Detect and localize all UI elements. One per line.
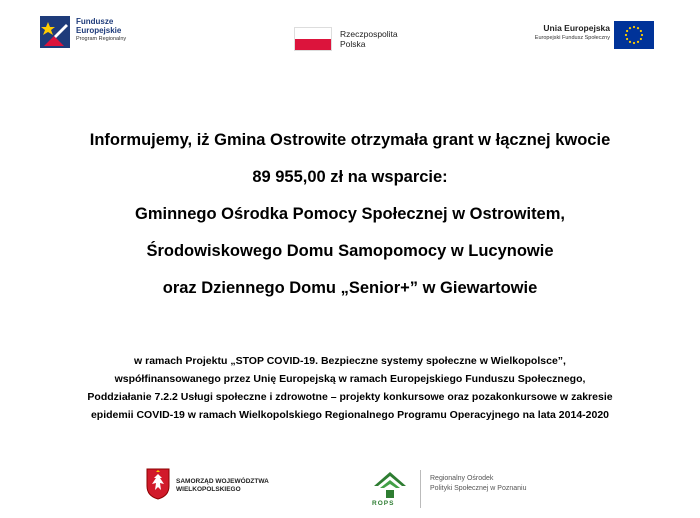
samorzad-text xyxy=(176,478,269,494)
project-line: Poddziałanie 7.2.2 Usługi społeczne i zdrowotne – projekty konkursowe oraz pozakonkursowe w zakresie xyxy=(87,391,613,403)
fundusze-europejskie-icon xyxy=(40,16,70,48)
rops-logo xyxy=(370,470,540,514)
project-line: w ramach Projektu „STOP COVID-19. Bezpieczne systemy społeczne w Wielkopolsce”, xyxy=(134,355,566,367)
fundusze-line2: Europejskie xyxy=(76,26,122,35)
rops-label: ROPS xyxy=(372,500,395,507)
unia-europejska-logo xyxy=(514,21,654,49)
beneficiary-line: Środowiskowego Domu Samopomocy w Lucynowie xyxy=(146,242,554,260)
unia-subtitle: Europejski Fundusz Społeczny xyxy=(534,35,610,41)
polish-flag-icon xyxy=(294,27,332,51)
rops-line1: Regionalny Ośrodek xyxy=(430,475,494,482)
rzeczpospolita-text xyxy=(340,29,398,49)
fundusze-line3: Program Regionalny xyxy=(76,36,127,42)
eu-flag-icon xyxy=(614,21,654,49)
project-line: współfinansowanego przez Unię Europejską w ramach Europejskiego Funduszu Społecznego, xyxy=(114,373,586,385)
unia-title: Unia Europejska xyxy=(543,23,610,33)
rzeczpospolita-line1: Rzeczpospolita xyxy=(340,29,398,39)
beneficiary-line: oraz Dziennego Domu „Senior+” w Giewartowie xyxy=(162,279,538,297)
rzeczpospolita-line2: Polska xyxy=(340,39,366,49)
fundusze-line1: Fundusze xyxy=(76,17,114,26)
grant-amount-line: 89 955,00 zł na wsparcie: xyxy=(252,168,448,186)
divider xyxy=(420,470,421,508)
fundusze-europejskie-text xyxy=(76,17,126,44)
wielkopolska-coat-of-arms-icon xyxy=(146,468,170,500)
logo-bar xyxy=(0,0,700,60)
samorzad-line1: SAMORZĄD WOJEWÓDZTWA xyxy=(176,478,269,485)
rops-text xyxy=(430,474,527,494)
fundusze-europejskie-logo xyxy=(40,16,150,52)
samorzad-line2: WIELKOPOLSKIEGO xyxy=(176,486,241,493)
footer-logo-bar xyxy=(0,462,700,518)
main-announcement xyxy=(0,128,700,313)
samorzad-wojewodztwa-logo xyxy=(146,468,269,508)
project-line: epidemii COVID-19 w ramach Wielkopolskiego Regionalnego Programu Operacyjnego na lata 2014-2020 xyxy=(90,409,610,421)
beneficiary-line: Gminnego Ośrodka Pomocy Społecznej w Ostrowitem, xyxy=(134,205,565,223)
unia-europejska-text xyxy=(535,23,610,41)
rzeczpospolita-polska-logo xyxy=(294,27,414,51)
project-description xyxy=(0,354,700,426)
rops-line2: Polityki Społecznej w Poznaniu xyxy=(430,485,527,492)
rops-house-icon xyxy=(370,470,410,500)
announcement-line: Informujemy, iż Gmina Ostrowite otrzymała grant w łącznej kwocie xyxy=(89,131,611,149)
